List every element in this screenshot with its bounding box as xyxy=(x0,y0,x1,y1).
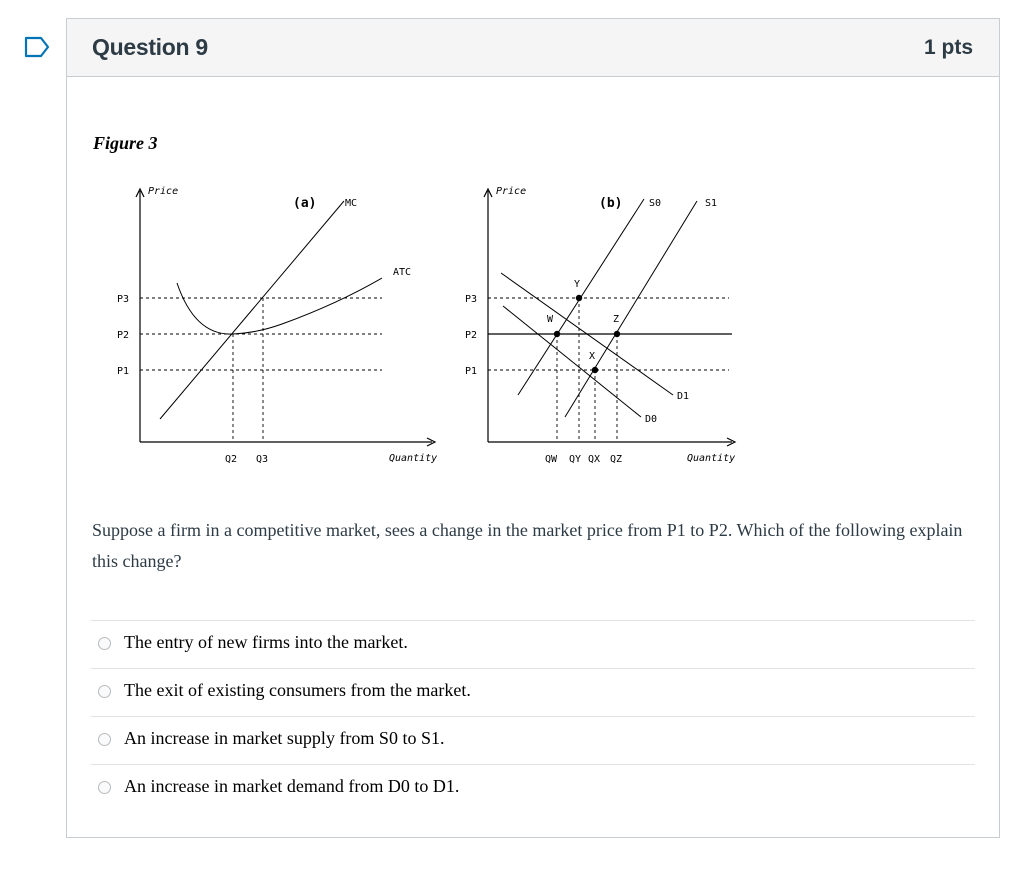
answer-radio-3[interactable] xyxy=(98,733,111,746)
panel-a-y-axis-label: Price xyxy=(148,186,179,197)
point-x-label: X xyxy=(589,351,596,362)
panel-a-price-p3: P3 xyxy=(117,294,130,305)
answer-option-4[interactable] xyxy=(91,764,975,812)
panel-b-quantity-qz: QZ xyxy=(610,454,623,465)
point-w-marker xyxy=(554,331,560,337)
panel-b-x-axis-label: Quantity xyxy=(687,453,736,464)
panel-b-quantity-qy: QY xyxy=(569,454,582,465)
point-z-label: Z xyxy=(613,314,620,325)
panel-a-price-p1: P1 xyxy=(117,366,130,377)
d1-label: D1 xyxy=(677,391,690,402)
question-header xyxy=(67,19,999,77)
question-points: 1 pts xyxy=(923,36,973,59)
d0-curve xyxy=(503,306,641,417)
question-title: Question 9 xyxy=(92,34,208,60)
panel-a-quantity-q3: Q3 xyxy=(256,454,269,465)
point-z-marker xyxy=(614,331,620,337)
question-card xyxy=(66,18,1000,838)
point-y-label: Y xyxy=(574,279,581,290)
answer-list xyxy=(91,620,975,812)
panel-b-label: (b) xyxy=(599,196,623,211)
answer-label-3[interactable]: An increase in market supply from S0 to S1. xyxy=(124,728,445,748)
panel-b-quantity-qx: QX xyxy=(588,454,601,465)
answer-label-2[interactable]: The exit of existing consumers from the market. xyxy=(124,680,471,700)
question-text: Suppose a firm in a competitive market, sees a change in the market price from P1 to P2. Which of the following explain this change? xyxy=(92,520,963,571)
panel-a-price-p2: P2 xyxy=(117,330,130,341)
s0-label: S0 xyxy=(649,198,662,209)
answer-option-3[interactable] xyxy=(91,716,975,764)
panel-a-quantity-q2: Q2 xyxy=(225,454,238,465)
point-y-marker xyxy=(576,295,582,301)
point-w-label: W xyxy=(547,314,554,325)
panel-b-quantity-qw: QW xyxy=(545,454,558,465)
mc-label: MC xyxy=(345,198,358,209)
panel-a xyxy=(117,186,437,465)
answer-option-2[interactable] xyxy=(91,668,975,716)
panel-b-price-p2: P2 xyxy=(465,330,478,341)
answer-radio-4[interactable] xyxy=(98,781,111,794)
panel-b-price-p1: P1 xyxy=(465,366,478,377)
panel-a-x-axis-label: Quantity xyxy=(389,453,438,464)
d0-label: D0 xyxy=(645,414,658,425)
s1-curve xyxy=(565,201,697,417)
answer-radio-1[interactable] xyxy=(98,637,111,650)
s1-label: S1 xyxy=(705,198,718,209)
atc-label: ATC xyxy=(393,267,412,278)
answer-label-1[interactable]: The entry of new firms into the market. xyxy=(124,632,408,652)
answer-label-4[interactable]: An increase in market demand from D0 to D1. xyxy=(124,776,460,796)
answer-option-1[interactable] xyxy=(91,620,975,668)
figure-3-graphs xyxy=(107,179,747,479)
panel-b-y-axis-label: Price xyxy=(496,186,527,197)
atc-curve xyxy=(177,278,382,334)
panel-a-label: (a) xyxy=(293,196,317,211)
panel-b xyxy=(465,186,735,465)
answer-radio-2[interactable] xyxy=(98,685,111,698)
point-x-marker xyxy=(592,367,598,373)
figure-caption: Figure 3 xyxy=(93,133,158,153)
panel-b-price-p3: P3 xyxy=(465,294,478,305)
flag-question-icon[interactable] xyxy=(24,36,50,58)
